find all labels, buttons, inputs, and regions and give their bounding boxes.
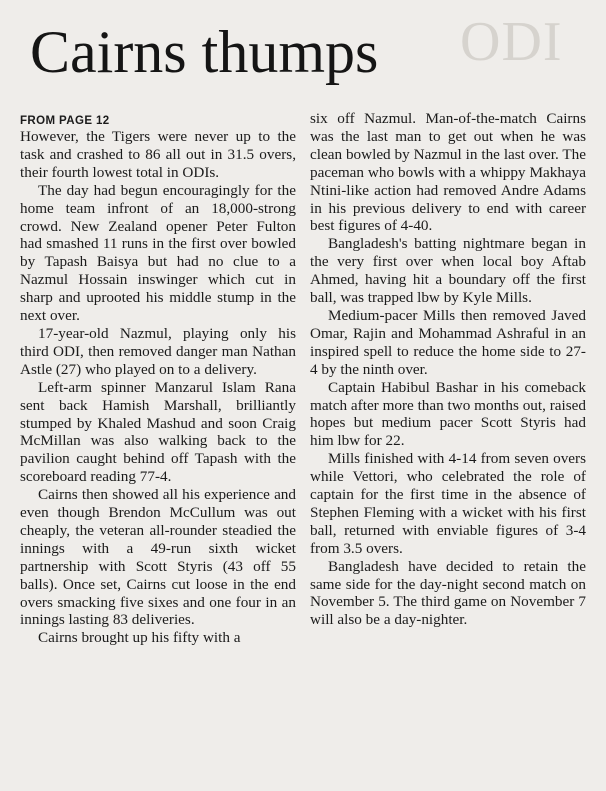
paragraph: Cairns brought up his fifty with a	[38, 629, 241, 647]
column-right	[310, 110, 586, 780]
column-left	[20, 110, 296, 780]
paragraph: However, the Tigers were never up to the task and crashed to 86 all out in 31.5 overs, their fourth lowest total in ODIs.	[20, 128, 296, 181]
headline: Cairns thumps	[30, 19, 379, 85]
kicker: FROM PAGE 12	[20, 115, 110, 127]
paragraph: Captain Habibul Bashar in his comeback match after more than two months out, raised hopes but medium pacer Scott Styris had him lbw for 22.	[310, 378, 586, 450]
paragraph: six off Nazmul. Man-of-the-match Cairns was the last man to get out when he was clean bowled by Nazmul in the last over. The paceman who bowls with a whippy Makhaya Ntini-like action had removed Andre Adams in his previous delivery to end with career best figures of 4-40.	[310, 110, 586, 235]
paragraph: The day had begun encouragingly for the home team infront of an 18,000-strong crowd. New Zealand opener Peter Fulton had smashed 11 runs in the first over bowled by Tapash Baisya but had no clue to a Nazmul Hossain inswinger which cut in sharp and uprooted his middle stump in the next over.	[20, 181, 296, 325]
paragraph: Left-arm spinner Manzarul Islam Rana sent back Hamish Marshall, brilliantly stumped by Khaled Mashud and soon Craig McMillan was also walking back to the pavilion caught behind off Tapash with the scoreboard reading 77-4.	[20, 378, 296, 486]
paragraph: Bangladesh have decided to retain the same side for the day-night second match on November 5. The third game on November 7 will also be a day-nighter.	[310, 557, 586, 629]
paragraph: 17-year-old Nazmul, playing only his third ODI, then removed danger man Nathan Astle (27) who played on to a delivery.	[20, 324, 296, 378]
paragraph: Medium-pacer Mills then removed Javed Omar, Rajin and Mohammad Ashraful in an inspired spell to reduce the home side to 27-4 by the ninth over.	[310, 306, 586, 378]
article-body	[20, 110, 586, 780]
paragraph: Mills finished with 4-14 from seven overs while Vettori, who celebrated the role of captain for the first time in the absence of Stephen Fleming with a wicket with his first ball, returned with enviable figures of 3-4 from 3.5 overs.	[310, 450, 586, 557]
bleed-through-text: ODI	[460, 11, 563, 73]
paragraph: Cairns then showed all his experience and even though Brendon McCullum was out cheaply, the veteran all-rounder steadied the innings with a 49-run sixth wicket partnership with Scott Styris (43 off 55 balls). Once set, Cairns cut loose in the end overs smacking five sixes and one four in an innings lasting 83 deliveries.	[20, 486, 296, 629]
paragraph: Bangladesh's batting nightmare began in the very first over when local boy Aftab Ahmed, having hit a boundary off the first ball, was trapped lbw by Kyle Mills.	[310, 235, 586, 307]
